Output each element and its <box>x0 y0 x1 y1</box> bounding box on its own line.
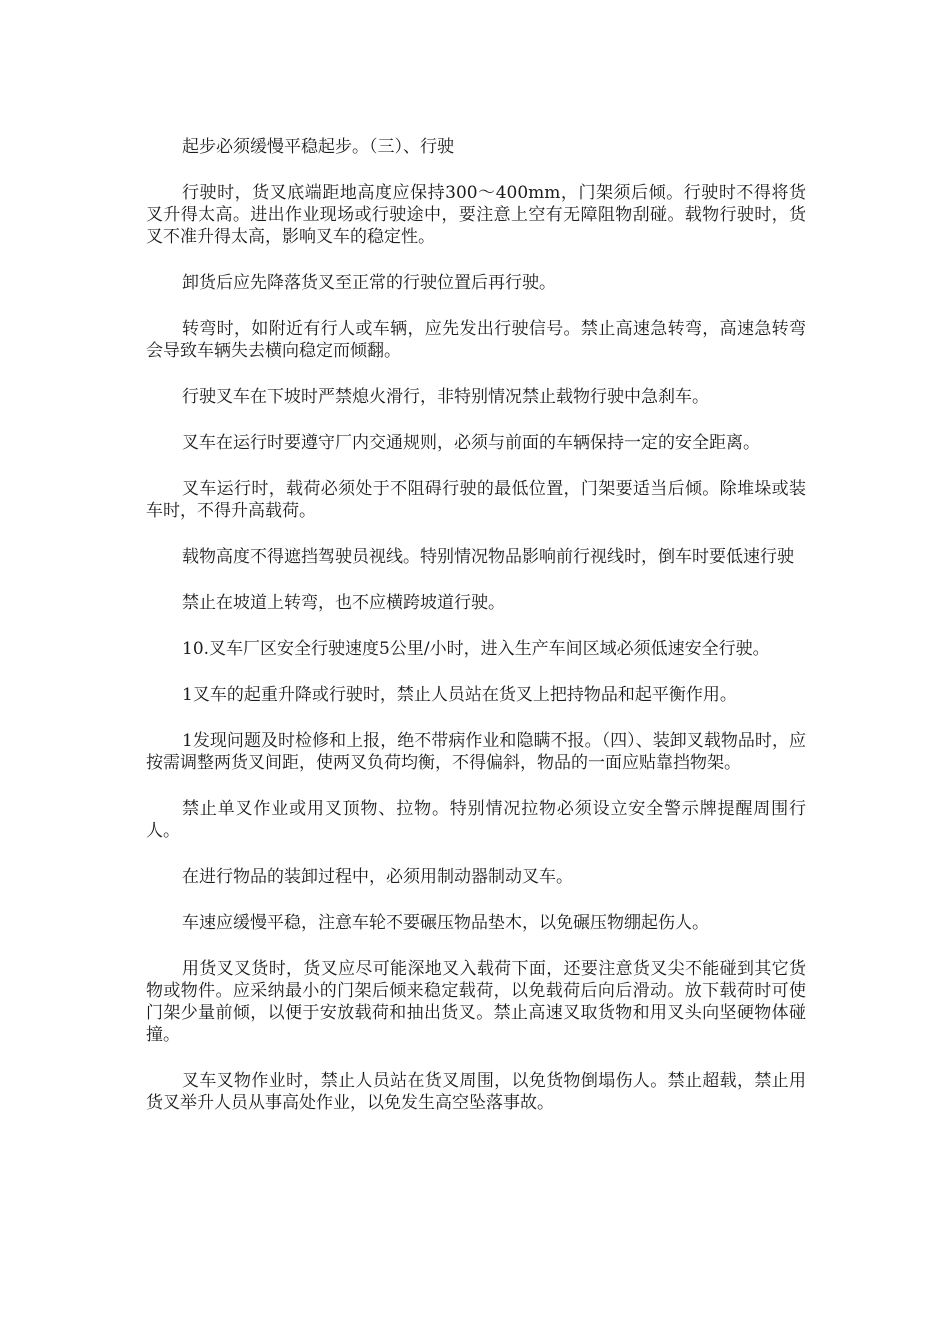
paragraph: 起步必须缓慢平稳起步。（三）、行驶 <box>182 137 454 157</box>
document-body <box>146 136 806 1138</box>
paragraph: 10.叉车厂区安全行驶速度5公里/小时，进入生产车间区域必须低速安全行驶。 <box>182 639 770 659</box>
paragraph: 禁止在坡道上转弯，也不应横跨坡道行驶。 <box>182 593 505 613</box>
paragraph: 车速应缓慢平稳，注意车轮不要碾压物品垫木，以免碾压物绷起伤人。 <box>182 913 709 933</box>
paragraph: 1叉车的起重升降或行驶时，禁止人员站在货叉上把持物品和起平衡作用。 <box>182 685 737 705</box>
paragraph: 卸货后应先降落货叉至正常的行驶位置后再行驶。 <box>182 273 556 293</box>
paragraph: 叉车运行时，载荷必须处于不阻碍行驶的最低位置，门架要适当后倾。除堆垛或装车时，不得升高载荷。 <box>146 479 806 521</box>
paragraph: 叉车叉物作业时，禁止人员站在货叉周围，以免货物倒塌伤人。禁止超载，禁止用货叉举升人员从事高处作业，以免发生高空坠落事故。 <box>146 1071 806 1113</box>
paragraph: 在进行物品的装卸过程中，必须用制动器制动叉车。 <box>182 867 573 887</box>
paragraph: 用货叉叉货时，货叉应尽可能深地叉入载荷下面，还要注意货叉尖不能碰到其它货物或物件。应采纳最小的门架后倾来稳定载荷，以免载荷后向后滑动。放下载荷时可使门架少量前倾，以便于安放载荷和抽出货叉。禁止高速叉取货物和用叉头向坚硬物体碰撞。 <box>146 959 806 1045</box>
paragraph: 转弯时，如附近有行人或车辆，应先发出行驶信号。禁止高速急转弯，高速急转弯会导致车辆失去横向稳定而倾翻。 <box>146 319 806 361</box>
paragraph: 行驶叉车在下坡时严禁熄火滑行，非特别情况禁止载物行驶中急刹车。 <box>182 387 709 407</box>
paragraph: 禁止单叉作业或用叉顶物、拉物。特别情况拉物必须设立安全警示牌提醒周围行人。 <box>146 799 806 841</box>
paragraph: 行驶时，货叉底端距地高度应保持300～400mm，门架须后倾。行驶时不得将货叉升得太高。进出作业现场或行驶途中，要注意上空有无障阻物刮碰。载物行驶时，货叉不准升得太高，影响叉车的稳定性。 <box>146 183 806 247</box>
paragraph: 叉车在运行时要遵守厂内交通规则，必须与前面的车辆保持一定的安全距离。 <box>182 433 760 453</box>
paragraph: 1发现问题及时检修和上报，绝不带病作业和隐瞒不报。（四）、装卸叉载物品时，应按需调整两货叉间距，使两叉负荷均衡，不得偏斜，物品的一面应贴靠挡物架。 <box>146 731 806 773</box>
paragraph: 载物高度不得遮挡驾驶员视线。特别情况物品影响前行视线时，倒车时要低速行驶 <box>182 547 794 567</box>
